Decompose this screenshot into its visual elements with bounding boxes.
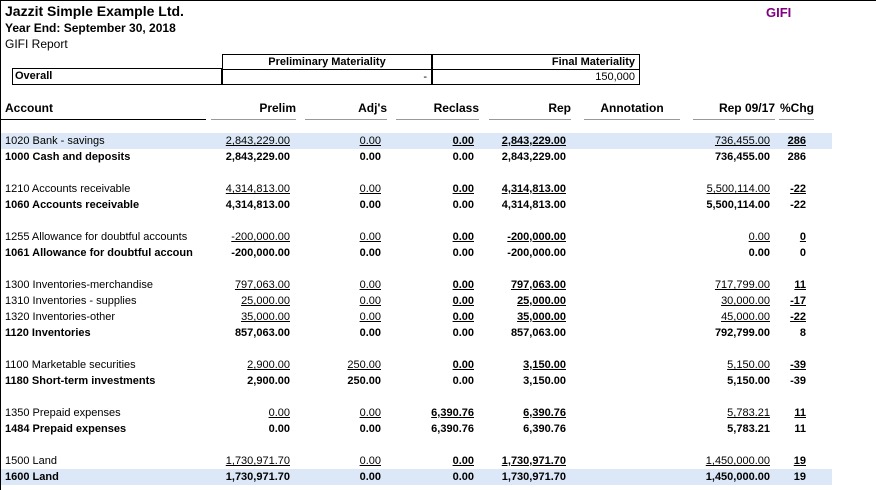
account-name[interactable]: 1061 Allowance for doubtful accoun [5, 247, 193, 259]
col-reclass[interactable]: Reclass [433, 101, 479, 115]
cell-chg[interactable]: 11 [794, 407, 806, 419]
account-name[interactable]: 1120 Inventories [5, 327, 91, 339]
cell-rep[interactable]: 3,150.00 [523, 375, 566, 387]
cell-chg[interactable]: 11 [794, 279, 806, 291]
year-end: Year End: September 30, 2018 [5, 21, 176, 35]
cell-prelim[interactable]: 2,843,229.00 [225, 135, 290, 147]
cell-prelim[interactable]: 2,900.00 [247, 359, 290, 371]
final-materiality-value[interactable]: 150,000 [595, 71, 635, 83]
col-rep[interactable]: Rep [548, 101, 571, 115]
cell-chg[interactable]: 286 [787, 151, 806, 163]
col-account[interactable]: Account [5, 101, 53, 115]
cell-chg[interactable]: 0 [799, 247, 806, 259]
table-row[interactable] [1, 453, 832, 469]
col-adj[interactable]: Adj's [358, 101, 387, 115]
total-row[interactable] [1, 325, 832, 341]
cell-chg[interactable]: 11 [794, 423, 806, 435]
overall-label: Overall [12, 68, 222, 85]
table-row[interactable] [1, 357, 832, 373]
account-name[interactable]: 1060 Accounts receivable [5, 199, 140, 211]
cell-reclass[interactable]: 6,390.76 [431, 407, 474, 419]
cell-chg[interactable]: -39 [790, 359, 806, 371]
cell-rep[interactable]: 6,390.76 [523, 407, 566, 419]
cell-rep0917[interactable]: 5,150.00 [727, 375, 770, 387]
cell-chg[interactable]: 0 [799, 231, 806, 243]
cell-chg[interactable]: 19 [793, 455, 806, 467]
cell-rep0917[interactable]: 736,455.00 [714, 135, 770, 147]
cell-chg[interactable]: -39 [790, 375, 806, 387]
cell-rep0917[interactable]: 736,455.00 [714, 151, 770, 163]
cell-adj[interactable]: 250.00 [347, 375, 381, 387]
col-prelim[interactable]: Prelim [259, 101, 296, 115]
cell-reclass[interactable]: 0.00 [452, 471, 474, 483]
cell-adj[interactable]: 0.00 [359, 247, 381, 259]
cell-adj[interactable]: 0.00 [359, 279, 381, 291]
cell-rep[interactable]: 857,063.00 [510, 327, 566, 339]
cell-prelim[interactable]: 4,314,813.00 [225, 183, 290, 195]
cell-rep[interactable]: 4,314,813.00 [501, 199, 566, 211]
cell-rep[interactable]: -200,000.00 [507, 247, 566, 259]
cell-rep0917[interactable]: 5,783.21 [727, 407, 770, 419]
table-row[interactable] [1, 309, 832, 325]
cell-rep0917[interactable]: 1,450,000.00 [705, 455, 770, 467]
cell-reclass[interactable]: 0.00 [452, 375, 474, 387]
header-rule [584, 119, 680, 120]
header-rule [305, 119, 387, 120]
cell-reclass[interactable]: 6,390.76 [431, 423, 474, 435]
total-row[interactable] [1, 245, 832, 261]
cell-adj[interactable]: 0.00 [359, 311, 381, 323]
preliminary-materiality-box [222, 54, 432, 85]
cell-adj[interactable]: 0.00 [359, 183, 381, 195]
table-row[interactable] [1, 277, 832, 293]
header-rule [211, 119, 296, 120]
cell-adj[interactable]: 0.00 [359, 471, 381, 483]
cell-prelim[interactable]: 1,730,971.70 [225, 471, 290, 483]
table-row[interactable] [1, 293, 832, 309]
cell-adj[interactable]: 0.00 [359, 423, 381, 435]
total-row[interactable] [1, 197, 832, 213]
cell-prelim[interactable]: 857,063.00 [234, 327, 290, 339]
cell-reclass[interactable]: 0.00 [452, 359, 474, 371]
cell-rep0917[interactable]: 792,799.00 [714, 327, 770, 339]
account-name[interactable]: 1180 Short-term investments [5, 375, 156, 387]
account-name[interactable]: 1100 Marketable securities [5, 359, 136, 371]
total-row[interactable] [1, 421, 832, 437]
account-name[interactable]: 1210 Accounts receivable [5, 183, 131, 195]
cell-chg[interactable]: -17 [790, 295, 806, 307]
table-row[interactable] [1, 405, 832, 421]
account-name[interactable]: 1350 Prepaid expenses [5, 407, 121, 419]
cell-adj[interactable]: 0.00 [359, 135, 381, 147]
cell-reclass[interactable]: 0.00 [452, 247, 474, 259]
cell-rep0917[interactable]: 5,500,114.00 [706, 199, 770, 211]
cell-rep[interactable]: 4,314,813.00 [501, 183, 566, 195]
cell-chg[interactable]: -22 [790, 199, 806, 211]
cell-rep0917[interactable]: 30,000.00 [721, 295, 770, 307]
cell-rep[interactable]: 797,063.00 [510, 279, 566, 291]
cell-adj[interactable]: 0.00 [359, 407, 381, 419]
final-materiality-box [432, 54, 640, 85]
cell-rep0917[interactable]: 0.00 [748, 247, 770, 259]
col-rep-0917[interactable]: Rep 09/17 [718, 101, 775, 115]
cell-chg[interactable]: 286 [787, 135, 806, 147]
preliminary-materiality-label: Preliminary Materiality [223, 55, 431, 70]
header-rule [396, 119, 479, 120]
header-rule [489, 119, 571, 120]
gifi-badge[interactable]: GIFI [766, 5, 792, 20]
cell-rep0917[interactable]: 717,799.00 [714, 279, 770, 291]
cell-chg[interactable]: 19 [793, 471, 806, 483]
cell-rep[interactable]: 2,843,229.00 [501, 151, 566, 163]
cell-rep[interactable]: 1,730,971.70 [501, 471, 566, 483]
cell-adj[interactable]: 0.00 [359, 295, 381, 307]
cell-prelim[interactable]: 4,314,813.00 [225, 199, 290, 211]
account-name[interactable]: 1500 Land [5, 455, 57, 467]
cell-adj[interactable]: 0.00 [359, 151, 381, 163]
cell-adj[interactable]: 0.00 [359, 327, 381, 339]
cell-prelim[interactable]: 25,000.00 [241, 295, 290, 307]
cell-adj[interactable]: 0.00 [359, 455, 381, 467]
account-name[interactable]: 1255 Allowance for doubtful accounts [5, 231, 188, 243]
cell-prelim[interactable]: 2,900.00 [247, 375, 290, 387]
report-title: GIFI Report [5, 37, 68, 51]
cell-rep0917[interactable]: 45,000.00 [721, 311, 770, 323]
cell-reclass[interactable]: 0.00 [452, 295, 474, 307]
total-row[interactable] [1, 373, 832, 389]
cell-chg[interactable]: 8 [799, 327, 806, 339]
cell-prelim[interactable]: 0.00 [268, 423, 290, 435]
account-name[interactable]: 1310 Inventories - supplies [5, 295, 137, 307]
cell-prelim[interactable]: -200,000.00 [231, 247, 290, 259]
cell-reclass[interactable]: 0.00 [452, 183, 474, 195]
table-row[interactable] [1, 133, 832, 149]
cell-reclass[interactable]: 0.00 [452, 455, 474, 467]
cell-reclass[interactable]: 0.00 [452, 151, 474, 163]
cell-adj[interactable]: 0.00 [359, 231, 381, 243]
cell-prelim[interactable]: 0.00 [268, 407, 290, 419]
table-row[interactable] [1, 181, 832, 197]
account-name[interactable]: 1300 Inventories-merchandise [5, 279, 153, 291]
col-pct-chg[interactable]: %Chg [780, 101, 814, 115]
total-row[interactable] [1, 149, 832, 165]
account-name[interactable]: 1320 Inventories-other [5, 311, 116, 323]
final-materiality-label: Final Materiality [433, 55, 639, 70]
preliminary-materiality-value[interactable]: - [423, 71, 427, 83]
cell-rep[interactable]: 25,000.00 [517, 295, 566, 307]
cell-rep0917[interactable]: 5,500,114.00 [706, 183, 770, 195]
account-name[interactable]: 1000 Cash and deposits [5, 151, 131, 163]
header-rule [693, 119, 775, 120]
cell-rep[interactable]: 1,730,971.70 [501, 455, 566, 467]
cell-prelim[interactable]: -200,000.00 [231, 231, 290, 243]
cell-reclass[interactable]: 0.00 [452, 135, 474, 147]
cell-prelim[interactable]: 35,000.00 [241, 311, 290, 323]
cell-rep[interactable]: 6,390.76 [523, 423, 566, 435]
cell-reclass[interactable]: 0.00 [452, 231, 474, 243]
account-name[interactable]: 1600 Land [5, 471, 59, 483]
company-name: Jazzit Simple Example Ltd. [5, 3, 184, 19]
cell-prelim[interactable]: 797,063.00 [234, 279, 290, 291]
table-row[interactable] [1, 229, 832, 245]
account-name[interactable]: 1484 Prepaid expenses [5, 423, 127, 435]
cell-adj[interactable]: 0.00 [359, 199, 381, 211]
total-row[interactable] [1, 469, 832, 485]
cell-reclass[interactable]: 0.00 [452, 199, 474, 211]
account-name[interactable]: 1020 Bank - savings [5, 135, 105, 147]
cell-rep0917[interactable]: 1,450,000.00 [705, 471, 770, 483]
cell-rep0917[interactable]: 0.00 [748, 231, 770, 243]
cell-rep[interactable]: -200,000.00 [507, 231, 566, 243]
col-annotation[interactable]: Annotation [600, 101, 664, 115]
cell-prelim[interactable]: 1,730,971.70 [225, 455, 290, 467]
cell-rep[interactable]: 3,150.00 [523, 359, 566, 371]
cell-reclass[interactable]: 0.00 [452, 311, 474, 323]
cell-prelim[interactable]: 2,843,229.00 [225, 151, 290, 163]
cell-reclass[interactable]: 0.00 [452, 327, 474, 339]
cell-chg[interactable]: -22 [790, 183, 806, 195]
cell-chg[interactable]: -22 [790, 311, 806, 323]
header-rule [1, 119, 206, 120]
cell-reclass[interactable]: 0.00 [452, 279, 474, 291]
cell-rep[interactable]: 35,000.00 [517, 311, 566, 323]
cell-adj[interactable]: 250.00 [347, 359, 381, 371]
cell-rep0917[interactable]: 5,783.21 [727, 423, 770, 435]
cell-rep0917[interactable]: 5,150.00 [727, 359, 770, 371]
cell-rep[interactable]: 2,843,229.00 [501, 135, 566, 147]
header-rule [779, 119, 814, 120]
